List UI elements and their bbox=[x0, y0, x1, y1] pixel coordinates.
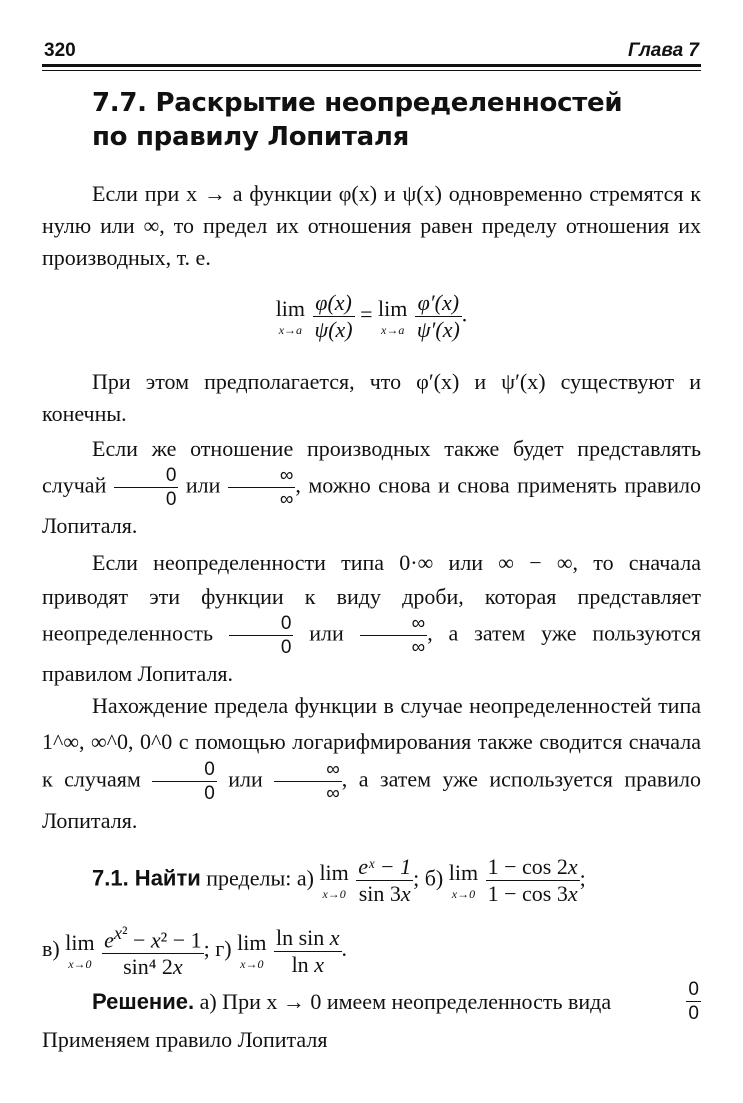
paragraph-1: Если при x → a функции φ(x) и ψ(x) одновременно стремятся к нулю или ∞, то предел их отношения равен пределу отношения их производных, т. е. bbox=[42, 181, 701, 270]
lhopital-formula: lim x→a $\frac{\varphi(x)}{\psi(x)}$ = lim x→a $\frac{\varphi'(x)}{\psi'(x)}$ . bbox=[275, 290, 468, 342]
paragraph-5: Нахождение предела функции в случае неопределенностей типа 1^∞, ∞^0, 0^0 с помощью логарифмирования также сводится сначала к случаям $\frac{0}{0}$ или $\frac{\infty}{\infty}$ , а затем уже используется правило Лопиталя. bbox=[42, 693, 702, 833]
zero-over-zero: $\frac{0}{0}$ bbox=[114, 466, 179, 509]
paragraph-4: Если неопределенности типа 0·∞ или ∞ − ∞, то сначала приводят эти функции к виду дроби, которая представляет неопределенность $\frac{0}{0}$ или $\frac{\infty}{\infty}$ , а затем уже пользуются правилом Лопиталя. bbox=[42, 550, 702, 686]
paragraph-3: Если же отношение производных также будет представлять случай $\frac{0}{0}$ или $\frac{\infty}{\infty}$ , можно снова и снова применять правило Лопиталя. bbox=[42, 436, 702, 538]
chapter-title: Глава 7 bbox=[628, 40, 699, 61]
page-number: 320 bbox=[44, 40, 76, 61]
solution-end: Применяем правило Лопиталя bbox=[42, 1027, 328, 1052]
header-rule-thin bbox=[42, 70, 701, 71]
running-header bbox=[42, 38, 701, 62]
task-7-1-cont: в) lim x→0 $\frac{e^{x^2} - x^2 - 1}{\text{sin⁴ 2x}}$ ; г) lim x→0 $\frac{\text{ln sin x}}{\text{ln x}}$ . bbox=[42, 923, 348, 980]
task-7-1: 7.1. Найти пределы: а) lim x→0 $\frac{\text{eˣ − 1}}{\sin 3x}$ ; б) lim x→0 $\frac{1 - \cos 2x}{1 - \cos 3x}$ ; bbox=[92, 854, 586, 906]
solution: Решение. а) При x → 0 имеем неопределенность вида $\frac{0}{0}$ bbox=[92, 979, 699, 1024]
paragraph-2: При этом предполагается, что φ′(x) и ψ′(x) существуют и конечны. bbox=[42, 369, 701, 426]
inf-over-inf: $\frac{\infty}{\infty}$ bbox=[228, 466, 296, 509]
header-rule-thick bbox=[42, 64, 701, 67]
section-title: 7.7. Раскрытие неопределенностей по правилу Лопиталя bbox=[92, 88, 623, 152]
